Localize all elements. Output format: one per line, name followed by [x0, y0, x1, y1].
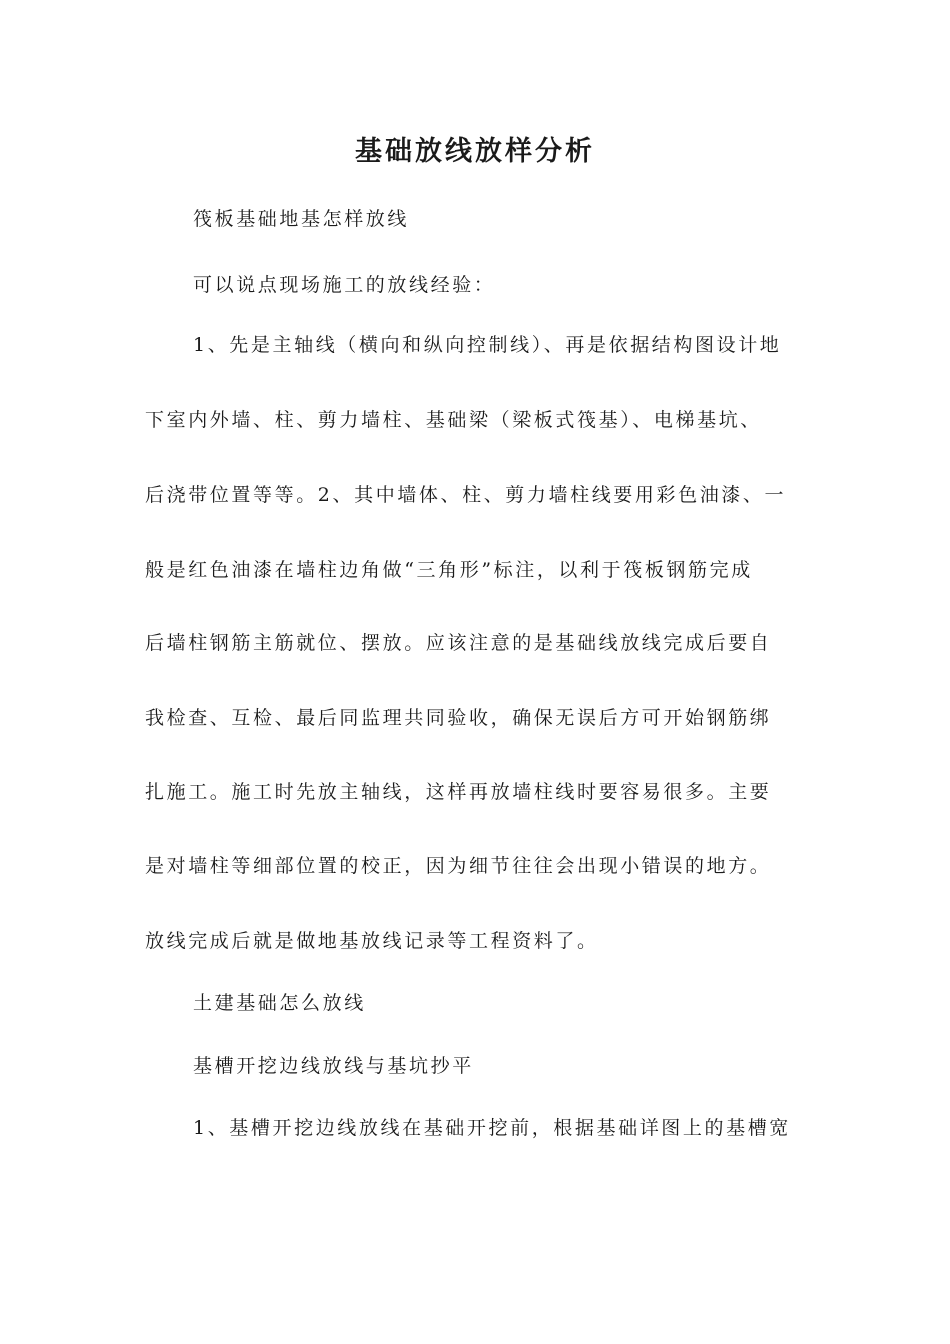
subheading-trench-excavation: 基槽开挖边线放线与基坑抄平	[193, 1055, 474, 1077]
section-heading-raft-foundation: 筏板基础地基怎样放线	[193, 208, 410, 230]
section-heading-civil-foundation: 土建基础怎么放线	[193, 992, 366, 1014]
paragraph-line: 后墙柱钢筋主筋就位、摆放。应该注意的是基础线放线完成后要自	[145, 632, 772, 654]
paragraph-line: 下室内外墙、柱、剪力墙柱、基础梁（梁板式筏基）、电梯基坑、	[145, 409, 762, 431]
paragraph-line: 扎施工。施工时先放主轴线，这样再放墙柱线时要容易很多。主要	[145, 781, 772, 803]
document-title: 基础放线放样分析	[355, 136, 595, 167]
paragraph-line: 般是红色油漆在墙柱边角做“三角形”标注，以利于筏板钢筋完成	[145, 559, 753, 581]
paragraph-intro: 可以说点现场施工的放线经验：	[193, 274, 496, 296]
paragraph-line: 后浇带位置等等。2、其中墙体、柱、剪力墙柱线要用彩色油漆、一	[145, 484, 787, 506]
paragraph-line: 我检查、互检、最后同监理共同验收，确保无误后方可开始钢筋绑	[145, 707, 772, 729]
paragraph-line: 1、基槽开挖边线放线在基础开挖前，根据基础详图上的基槽宽	[193, 1117, 791, 1139]
paragraph-line: 放线完成后就是做地基放线记录等工程资料了。	[145, 930, 599, 952]
paragraph-line: 1、先是主轴线（横向和纵向控制线）、再是依据结构图设计地	[193, 334, 782, 356]
paragraph-line: 是对墙柱等细部位置的校正，因为细节往往会出现小错误的地方。	[145, 855, 772, 877]
